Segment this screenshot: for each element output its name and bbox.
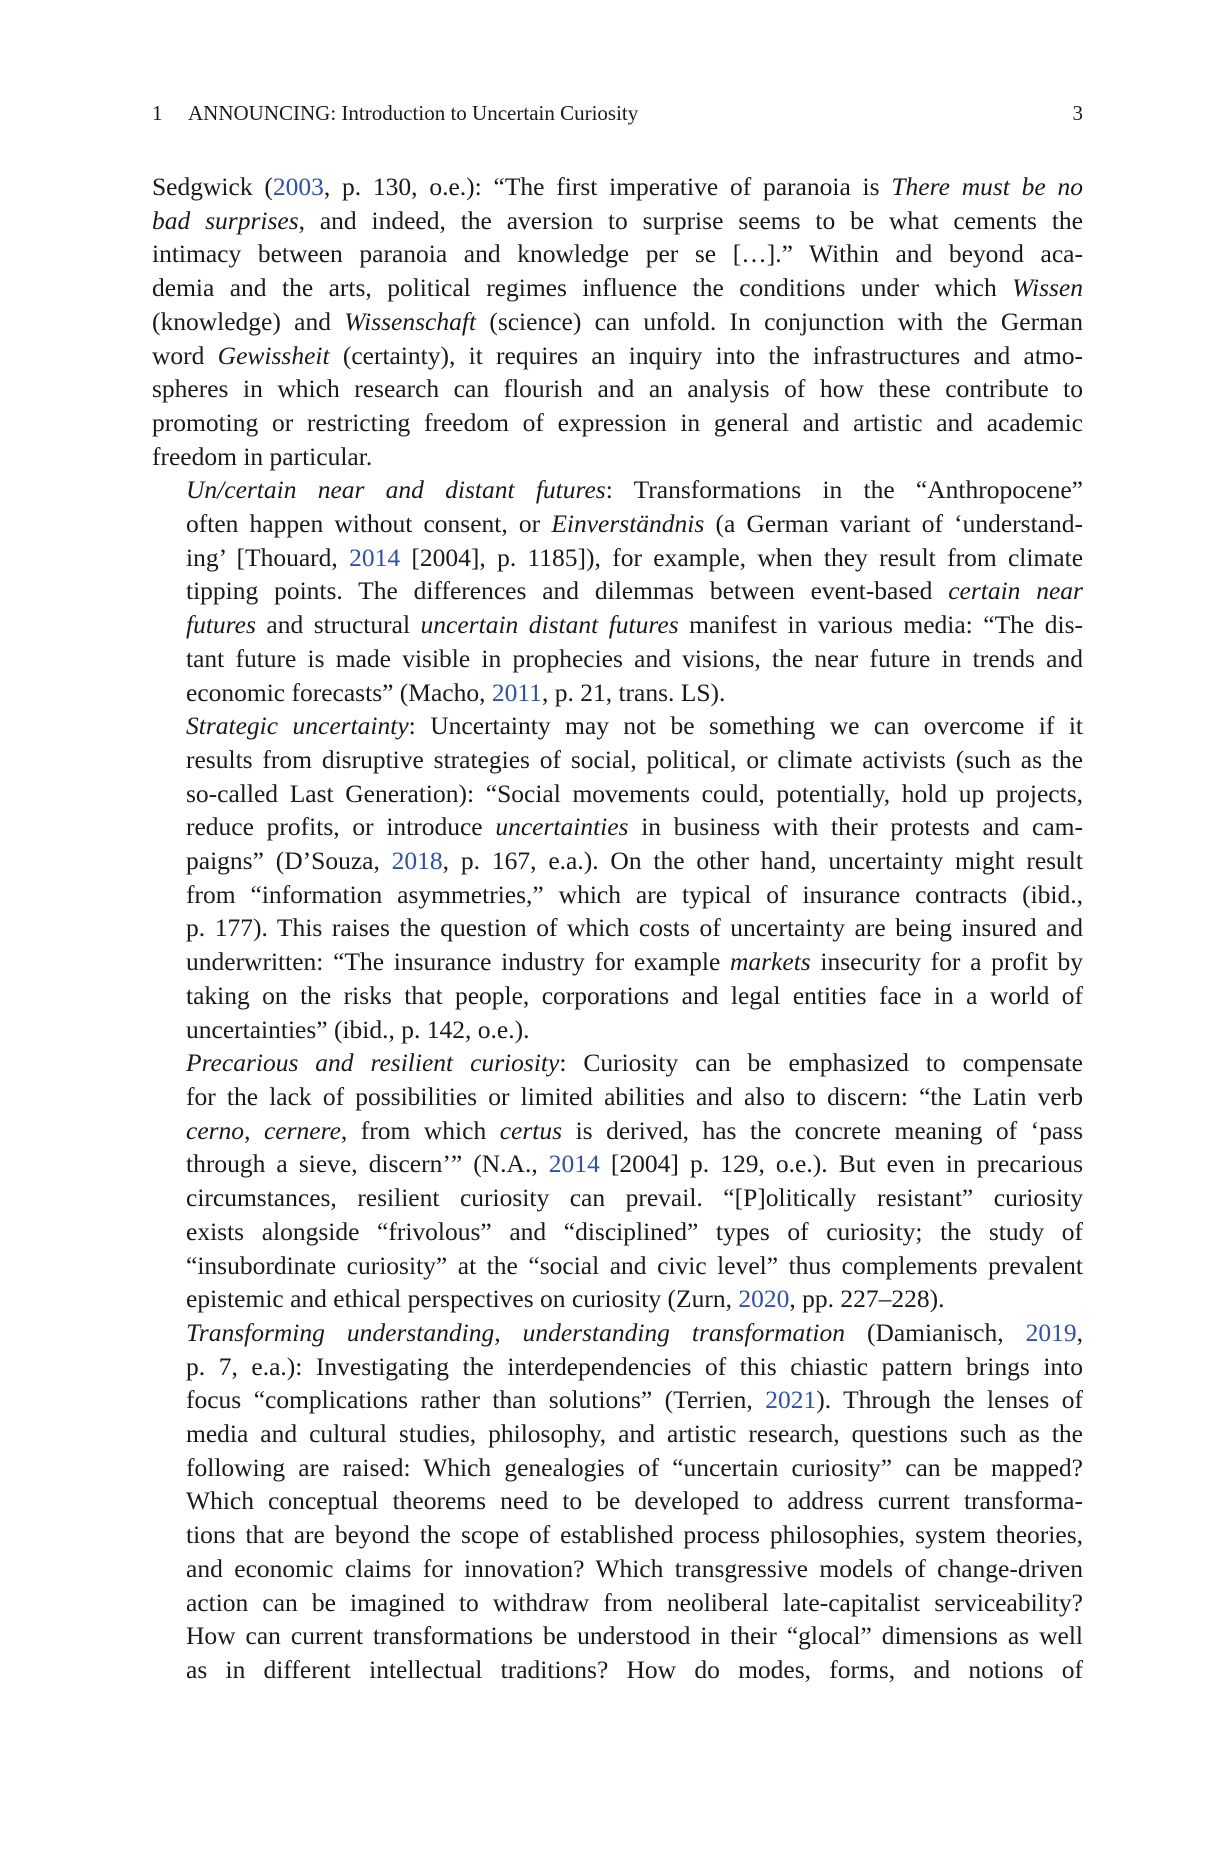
text-run: Sedgwick ( [152, 172, 273, 201]
text-line [152, 440, 1083, 474]
italic-text: cernere [263, 1115, 341, 1145]
citation-link[interactable]: 2011 [491, 677, 542, 707]
text-run: freedom in particular. [152, 441, 373, 471]
text-run: (Damianisch, [844, 1317, 1026, 1347]
text-run: (a German variant of ‘understand- [704, 509, 1083, 539]
text-line [152, 1586, 1083, 1620]
text-line [152, 1249, 1083, 1283]
italic-text: Einverständnis [551, 509, 705, 539]
text-line [152, 170, 1083, 204]
italic-text: Precarious and resilient curiosity [186, 1048, 560, 1078]
text-run: , and indeed, the aversion to surprise seems to be what cements the [298, 205, 1083, 235]
text-line [152, 911, 1083, 945]
page-number: 3 [1072, 101, 1083, 125]
text-line [152, 1013, 1083, 1047]
paragraph-p3 [152, 709, 1083, 1046]
text-run: and economic claims for innovation? Which transgressive models of change-driven [186, 1553, 1083, 1583]
italic-text: Gewissheit [217, 340, 330, 370]
italic-text: Wissen [1012, 273, 1083, 303]
text-line [152, 1417, 1083, 1451]
text-line [152, 574, 1083, 608]
text-run: following are raised: Which genealogies of “uncertain curiosity” can be mapped? [186, 1452, 1083, 1482]
text-line [152, 810, 1083, 844]
text-run: for the lack of possibilities or limited abilities and also to discern: “the Latin verb [186, 1081, 1083, 1111]
text-line [152, 844, 1083, 878]
text-line [152, 507, 1083, 541]
text-line [152, 1080, 1083, 1114]
italic-text: uncertain distant futures [420, 610, 679, 640]
text-run: spheres in which research can flourish and an analysis of how these contribute to [152, 374, 1083, 404]
chapter-number: 1 [152, 101, 163, 125]
text-line [152, 878, 1083, 912]
text-run: taking on the risks that people, corporations and legal entities face in a world of [186, 980, 1083, 1010]
text-run: insecurity for a profit by [810, 947, 1083, 977]
text-run: focus “complications rather than solutions” (Terrien, [186, 1385, 766, 1415]
text-run: tant future is made visible in prophecies and visions, the near future in trends and [186, 643, 1083, 673]
text-run: ). Through the lenses of [816, 1385, 1083, 1415]
text-line [152, 1046, 1083, 1080]
paragraph-p1 [152, 170, 1083, 473]
text-run: as in different intellectual traditions? How do modes, forms, and notions of [186, 1654, 1083, 1684]
text-line [152, 305, 1083, 339]
text-run: , p. 21, trans. LS). [541, 677, 726, 707]
text-run: exists alongside “frivolous” and “disciplined” types of curiosity; the study of [186, 1216, 1083, 1246]
text-run: (science) can unfold. In conjunction with the German [476, 306, 1083, 336]
text-run: word [152, 340, 218, 370]
text-run: promoting or restricting freedom of expression in general and artistic and academic [152, 407, 1083, 437]
text-line [152, 608, 1083, 642]
text-line [152, 1181, 1083, 1215]
italic-text: Wissenschaft [344, 306, 477, 336]
text-run: : Uncertainty may not be something we can overcome if it [408, 711, 1083, 741]
text-line [152, 1451, 1083, 1485]
text-run: manifest in various media: “The dis- [678, 610, 1084, 640]
italic-text: Un/certain near and distant futures [186, 475, 606, 505]
text-run: demia and the arts, political regimes influence the conditions under which [152, 273, 1013, 303]
text-run: epistemic and ethical perspectives on curiosity (Zurn, [186, 1284, 739, 1314]
italic-text: Transforming understanding, understanding transformation [186, 1317, 845, 1347]
text-line [152, 945, 1083, 979]
paragraph-p2 [152, 473, 1083, 709]
italic-text: certus [499, 1115, 563, 1145]
text-line [152, 676, 1083, 710]
text-line [152, 777, 1083, 811]
italic-text: markets [729, 947, 811, 977]
text-run: , [1076, 1317, 1083, 1347]
italic-text: certain near [948, 576, 1083, 606]
text-run: action can be imagined to withdraw from neoliberal late-capitalist serviceability? [186, 1587, 1083, 1617]
text-line [152, 1552, 1083, 1586]
text-line [152, 709, 1083, 743]
citation-link[interactable]: 2018 [391, 846, 443, 876]
text-line [152, 339, 1083, 373]
italic-text: Strategic uncertainty [186, 711, 409, 741]
text-run: tipping points. The differences and dilemmas between event-based [186, 576, 949, 606]
text-run: Which conceptual theorems need to be developed to address current transforma- [186, 1486, 1083, 1516]
text-line [152, 1215, 1083, 1249]
citation-link[interactable]: 2014 [548, 1149, 600, 1179]
citation-link[interactable]: 2014 [349, 542, 401, 572]
text-run: tions that are beyond the scope of established process philosophies, system theories, [186, 1520, 1083, 1550]
text-run: , p. 130, o.e.): “The first imperative of paranoia is [323, 172, 892, 201]
text-run: in business with their protests and cam- [628, 812, 1083, 842]
text-run: uncertainties” (ibid., p. 142, o.e.). [186, 1014, 530, 1044]
text-line [152, 1518, 1083, 1552]
text-run: , p. 167, e.a.). On the other hand, uncertainty might result [442, 846, 1083, 876]
italic-text: cerno [186, 1115, 245, 1145]
text-line [152, 1619, 1083, 1653]
text-run: (knowledge) and [152, 306, 345, 336]
text-run: reduce profits, or introduce [186, 812, 496, 842]
text-run: economic forecasts” (Macho, [186, 677, 492, 707]
text-run: : Transformations in the “Anthropocene” [605, 475, 1083, 505]
text-run: intimacy between paranoia and knowledge per se […].” Within and beyond aca- [152, 239, 1083, 269]
text-line [152, 743, 1083, 777]
text-line [152, 473, 1083, 507]
chapter-title: ANNOUNCING: Introduction to Uncertain Curiosity [188, 101, 639, 125]
text-line [152, 406, 1083, 440]
text-line [152, 642, 1083, 676]
italic-text: There must be no [891, 172, 1084, 201]
text-run: through a sieve, discern’” (N.A., [186, 1149, 549, 1179]
citation-link[interactable]: 2021 [765, 1385, 817, 1415]
text-line [152, 1484, 1083, 1518]
text-line [152, 204, 1083, 238]
italic-text: bad surprises [152, 205, 299, 235]
text-line [152, 979, 1083, 1013]
text-line [152, 271, 1083, 305]
text-line [152, 1383, 1083, 1417]
text-run: [2004] p. 129, o.e.). But even in precarious [599, 1149, 1083, 1179]
running-header [152, 98, 1083, 128]
paragraph-p4 [152, 1046, 1083, 1316]
italic-text: futures [186, 610, 256, 640]
text-run: : Curiosity can be emphasized to compensate [559, 1048, 1083, 1078]
text-run: circumstances, resilient curiosity can prevail. “[P]olitically resistant” curiosity [186, 1183, 1083, 1213]
text-run: p. 7, e.a.): Investigating the interdependencies of this chiastic pattern brings into [186, 1351, 1083, 1381]
text-line [152, 1147, 1083, 1181]
text-run: often happen without consent, or [186, 509, 552, 539]
paragraph-p5 [152, 1316, 1083, 1687]
text-run: ing’ [Thouard, [186, 542, 350, 572]
text-run: so-called Last Generation): “Social movements could, potentially, hold up projects, [186, 778, 1083, 808]
text-run: (certainty), it requires an inquiry into the infrastructures and atmo- [329, 340, 1083, 370]
text-run: media and cultural studies, philosophy, and artistic research, questions such as the [186, 1419, 1083, 1449]
text-run: “insubordinate curiosity” at the “social and civic level” thus complements prevalent [186, 1250, 1083, 1280]
text-run: paigns” (D’Souza, [186, 846, 392, 876]
citation-link[interactable]: 2003 [272, 172, 324, 201]
text-run: [2004], p. 1185]), for example, when they result from climate [400, 542, 1084, 572]
text-run: , from which [340, 1115, 500, 1145]
citation-link[interactable]: 2020 [738, 1284, 790, 1314]
text-run: , [244, 1115, 264, 1145]
body-text [152, 170, 1083, 1687]
text-line [152, 1653, 1083, 1687]
text-line [152, 372, 1083, 406]
text-run: results from disruptive strategies of social, political, or climate activists (such as the [186, 744, 1083, 774]
italic-text: uncertainties [495, 812, 629, 842]
text-line [152, 1282, 1083, 1316]
text-run: and structural [255, 610, 421, 640]
text-line [152, 1316, 1083, 1350]
text-line [152, 1350, 1083, 1384]
text-line [152, 541, 1083, 575]
text-line [152, 1114, 1083, 1148]
text-run: from “information asymmetries,” which are typical of insurance contracts (ibid., [186, 879, 1083, 909]
citation-link[interactable]: 2019 [1025, 1317, 1077, 1347]
text-run: underwritten: “The insurance industry for example [186, 947, 730, 977]
text-run: , pp. 227–228). [789, 1284, 945, 1314]
text-run: How can current transformations be understood in their “glocal” dimensions as well [186, 1621, 1083, 1651]
chapter-heading [152, 98, 638, 128]
text-run: is derived, has the concrete meaning of ‘pass [562, 1115, 1084, 1145]
text-run: p. 177). This raises the question of which costs of uncertainty are being insured and [186, 913, 1083, 943]
text-line [152, 237, 1083, 271]
